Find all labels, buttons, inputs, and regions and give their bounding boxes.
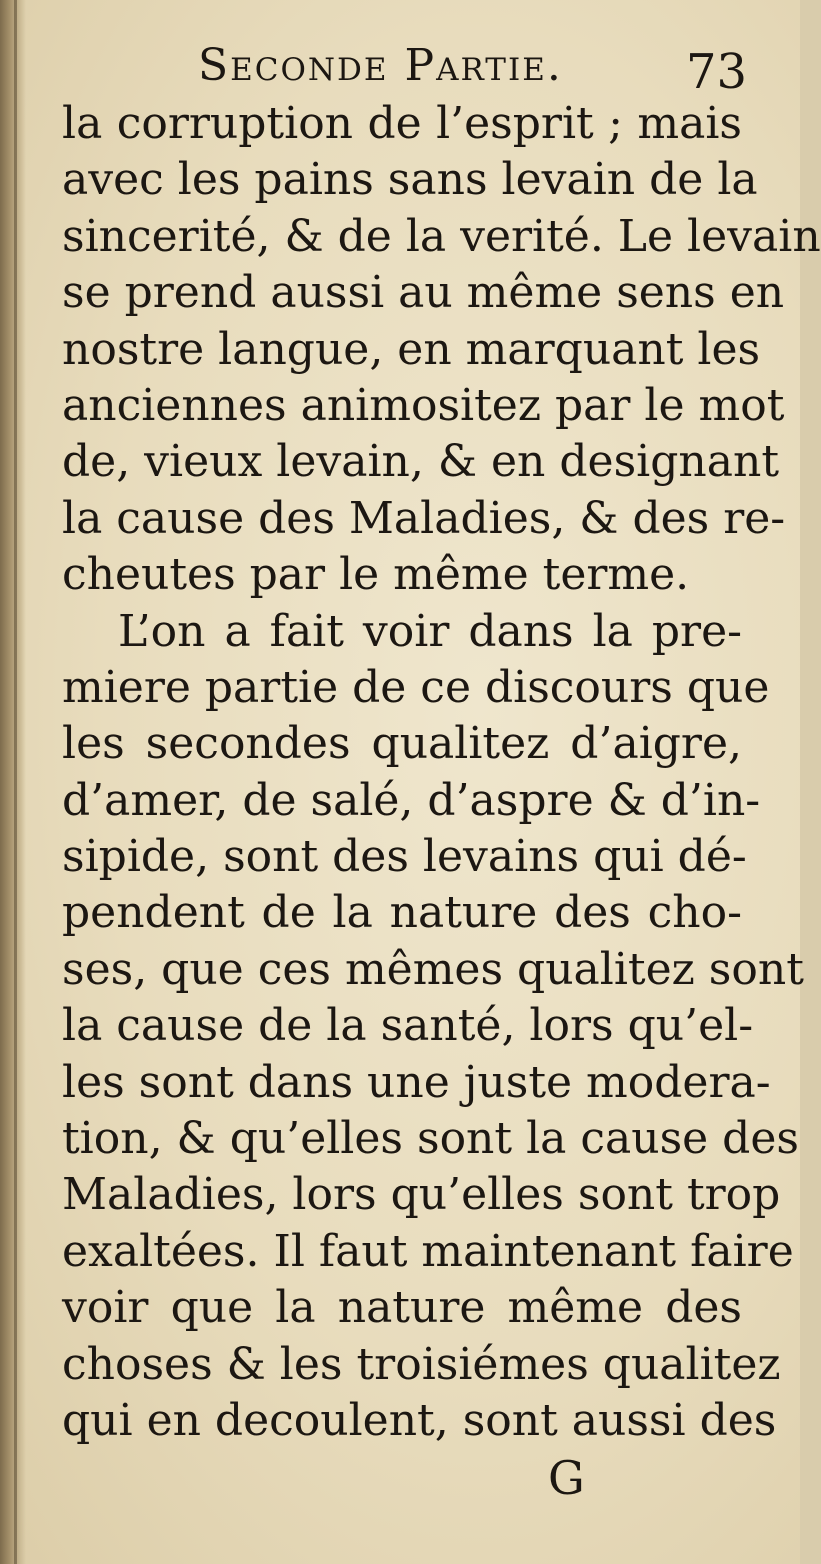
text-line: sipide, sont des levains qui dé- xyxy=(62,831,747,883)
text-line: sincerité, & de la verité. Le levain xyxy=(62,210,821,262)
text-line: Maladies, lors qu’elles sont trop xyxy=(62,1169,781,1221)
text-line: exaltées. Il faut maintenant faire xyxy=(62,1225,794,1277)
page-gutter xyxy=(0,0,26,1564)
text-line: cheutes par le même terme. xyxy=(62,549,690,601)
running-head-title: Seconde Partie. xyxy=(198,40,563,91)
text-line: qui en decoulent, sont aussi des xyxy=(62,1394,777,1446)
text-line: les secondes qualitez d’aigre, xyxy=(62,718,742,770)
text-line: se prend aussi au même sens en xyxy=(62,267,785,319)
text-line: voir que la nature même des xyxy=(62,1282,742,1334)
text-line: tion, & qu’elles sont la cause des xyxy=(62,1113,799,1165)
body-text xyxy=(62,96,821,1449)
paragraph-first-line: L’on a fait voir dans la pre- xyxy=(118,605,742,657)
text-line: avec les pains sans levain de la xyxy=(62,154,758,206)
text-line: choses & les troisiémes qualitez xyxy=(62,1338,781,1390)
text-line: miere partie de ce discours que xyxy=(62,661,770,713)
text-line: les sont dans une juste modera- xyxy=(62,1056,771,1108)
text-line: la corruption de l’esprit ; mais xyxy=(62,98,742,149)
text-line: pendent de la nature des cho- xyxy=(62,887,742,939)
binding-edge xyxy=(14,0,17,1564)
text-line: ses, que ces mêmes qualitez sont xyxy=(62,943,804,995)
text-line: de, vieux levain, & en designant xyxy=(62,436,779,488)
text-line: d’amer, de salé, d’aspre & d’in- xyxy=(62,774,761,826)
signature-mark: G xyxy=(548,1451,585,1505)
text-line: nostre langue, en marquant les xyxy=(62,323,761,375)
text-line: la cause des Maladies, & des re- xyxy=(62,492,786,544)
text-line: la cause de la santé, lors qu’el- xyxy=(62,1000,754,1052)
text-line: anciennes animositez par le mot xyxy=(62,379,785,431)
running-head xyxy=(198,38,758,100)
page-number: 73 xyxy=(686,44,748,100)
